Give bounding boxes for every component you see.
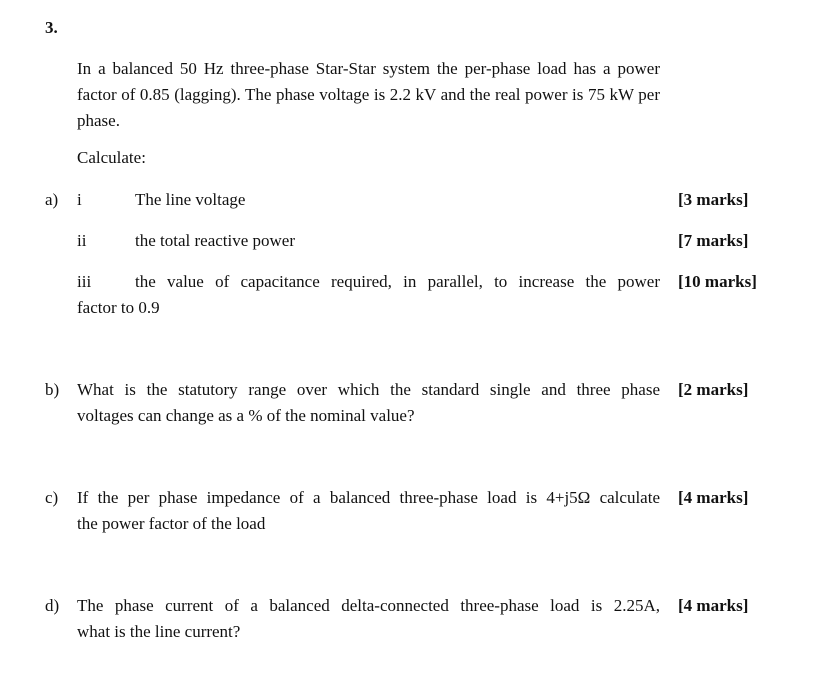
part-d-text-line2: what is the line current?: [77, 622, 241, 641]
part-b-text-line1: What is the statutory range over which the standard single and three phase: [77, 380, 660, 399]
part-d-text-line1: The phase current of a balanced delta-connected three-phase load is 2.25A,: [77, 596, 660, 615]
part-c-text-line2: the power factor of the load: [77, 514, 266, 533]
part-b-label: b): [45, 380, 60, 399]
question-intro: In a balanced 50 Hz three-phase Star-Star system the per-phase load has a power factor of 0.85 (lagging). The phase voltage is 2.2 kV and the real power is 75 kW per phase.: [77, 59, 660, 130]
part-c-marks: [4 marks]: [678, 488, 749, 507]
part-a-i-marks: [3 marks]: [678, 190, 749, 209]
part-a-ii-marks: [7 marks]: [678, 231, 749, 250]
calculate-label: Calculate:: [77, 148, 146, 167]
part-d-label: d): [45, 596, 60, 615]
part-b-marks: [2 marks]: [678, 380, 749, 399]
part-a-label: a): [45, 190, 59, 209]
part-a-ii-numeral: ii: [77, 231, 87, 250]
part-a-iii-text-line2: factor to 0.9: [77, 298, 160, 317]
part-a-ii-text: the total reactive power: [135, 231, 296, 250]
part-a-iii-text-line1: the value of capacitance required, in parallel, to increase the power: [135, 272, 660, 291]
part-c-label: c): [45, 488, 59, 507]
question-number: 3.: [45, 18, 58, 37]
part-b-text-line2: voltages can change as a % of the nominal value?: [77, 406, 415, 425]
part-c-text-line1: If the per phase impedance of a balanced three-phase load is 4+j5Ω calculate: [77, 488, 660, 507]
part-a-i-numeral: i: [77, 190, 82, 209]
part-a-i-text: The line voltage: [135, 190, 246, 209]
part-d-marks: [4 marks]: [678, 596, 749, 615]
part-a-iii-marks: [10 marks]: [678, 272, 757, 291]
part-a-iii-numeral: iii: [77, 272, 92, 291]
